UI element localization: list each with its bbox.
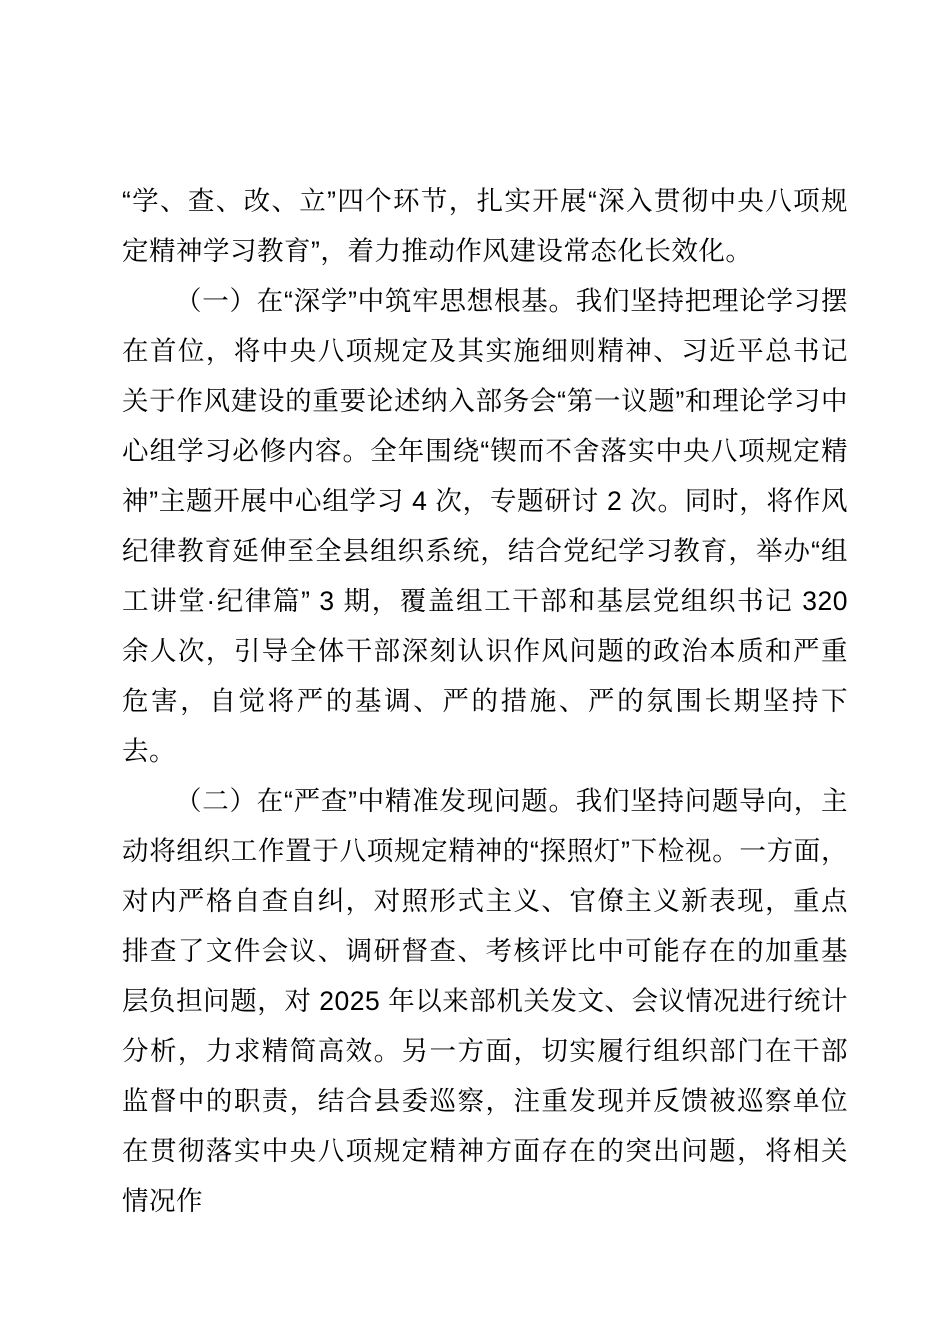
paragraph-section-2: （二）在“严查”中精准发现问题。我们坚持问题导向，主动将组织工作置于八项规定精神的“探照灯”下检视。一方面，对内严格自查自纠，对照形式主义、官僚主义新表现，重点排查了文件会议、调研督查、考核评比中可能存在的加重基层负担问题，对 2025 年以来部机关发文、会议情况进行统计分析，力求精简高效。另一方面，切实履行组织部门在干部监督中的职责，结合县委巡察，注重发现并反馈被巡察单位在贯彻落实中央八项规定精神方面存在的突出问题，将相关情况作 (122, 786, 848, 1216)
document-text-block (122, 176, 848, 1226)
paragraph-section-1: （一）在“深学”中筑牢思想根基。我们坚持把理论学习摆在首位，将中央八项规定及其实施细则精神、习近平总书记关于作风建设的重要论述纳入部务会“第一议题”和理论学习中心组学习必修内容。全年围绕“锲而不舍落实中央八项规定精神”主题开展中心组学习 4 次，专题研讨 2 次。同时，将作风纪律教育延伸至全县组织系统，结合党纪学习教育，举办“组工讲堂·纪律篇” 3 期，覆盖组工干部和基层党组织书记 320 余人次，引导全体干部深刻认识作风问题的政治本质和严重危害，自觉将严的基调、严的措施、严的氛围长期坚持下去。 (122, 286, 848, 766)
paragraph-continuation: “学、查、改、立”四个环节，扎实开展“深入贯彻中央八项规定精神学习教育”，着力推动作风建设常态化长效化。 (122, 186, 848, 266)
